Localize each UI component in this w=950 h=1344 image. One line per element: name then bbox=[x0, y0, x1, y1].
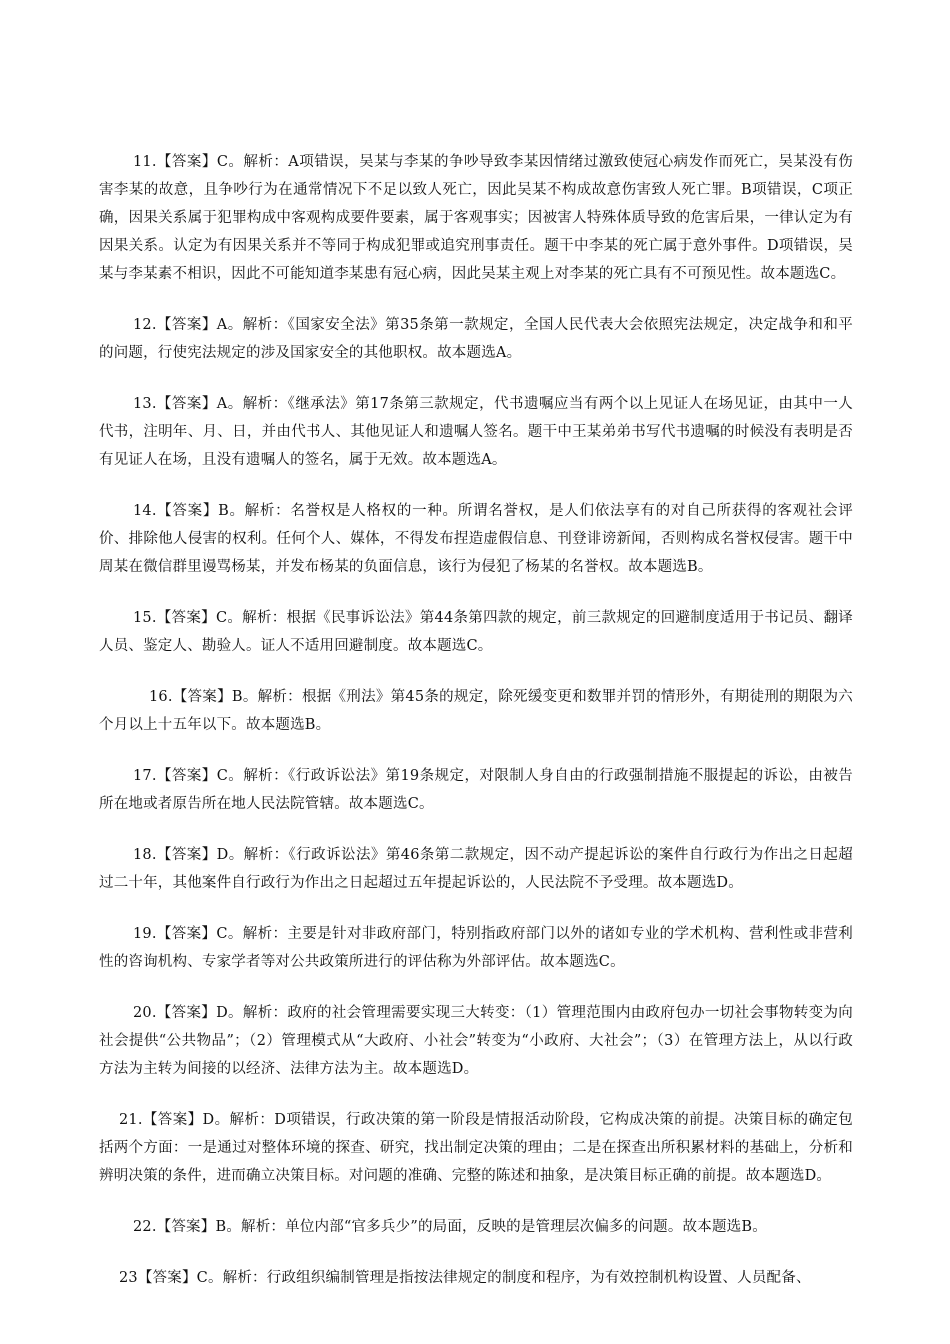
answer-item-20: 20.【答案】D。解析：政府的社会管理需要实现三大转变：（1）管理范围内由政府包办一切社会事物转变为向社会提供“公共物品”；（2）管理模式从“大政府、小社会”转变为“小政府、大社会”；（3）在管理方法上，从以行政方法为主转为间接的以经济、法律方法为主。故本题选D。 bbox=[99, 1005, 853, 1077]
answer-item-22: 22.【答案】B。解析：单位内部“官多兵少”的局面，反映的是管理层次偏多的问题。故本题选B。 bbox=[133, 1219, 767, 1235]
answer-item-14: 14.【答案】B。解析：名誉权是人格权的一种。所谓名誉权，是人们依法享有的对自己所获得的客观社会评价、排除他人侵害的权利。任何个人、媒体，不得发布捏造虚假信息、刊登诽谤新闻，否则构成名誉权侵害。题干中周某在微信群里谩骂杨某，并发布杨某的负面信息，该行为侵犯了杨某的名誉权。故本题选B。 bbox=[99, 503, 853, 575]
answer-item-18: 18.【答案】D。解析：《行政诉讼法》第46条第二款规定，因不动产提起诉讼的案件自行政行为作出之日起超过二十年，其他案件自行政行为作出之日起超过五年提起诉讼的，人民法院不予受理。故本题选D。 bbox=[99, 847, 853, 891]
answer-item-16: 16.【答案】B。解析：根据《刑法》第45条的规定，除死缓变更和数罪并罚的情形外，有期徒刑的期限为六个月以上十五年以下。故本题选B。 bbox=[99, 689, 853, 733]
answer-item-13: 13.【答案】A。解析：《继承法》第17条第三款规定，代书遗嘱应当有两个以上见证人在场见证，由其中一人代书，注明年、月、日，并由代书人、其他见证人和遗嘱人签名。题干中王某弟弟书写代书遗嘱的时候没有表明是否有见证人在场，且没有遗嘱人的签名，属于无效。故本题选A。 bbox=[99, 396, 853, 468]
answer-item-23: 23【答案】C。解析：行政组织编制管理是指按法律规定的制度和程序，为有效控制机构设置、人员配备、 bbox=[119, 1270, 811, 1286]
answer-item-21: 21.【答案】D。解析：D项错误，行政决策的第一阶段是情报活动阶段，它构成决策的前提。决策目标的确定包括两个方面：一是通过对整体环境的探查、研究，找出制定决策的理由；二是在探查出所积累材料的基础上，分析和辨明决策的条件，进而确立决策目标。对问题的准确、完整的陈述和抽象，是决策目标正确的前提。故本题选D。 bbox=[99, 1112, 853, 1184]
answer-item-19: 19.【答案】C。解析：主要是针对非政府部门，特别指政府部门以外的诸如专业的学术机构、营利性或非营利性的咨询机构、专家学者等对公共政策所进行的评估称为外部评估。故本题选C。 bbox=[99, 926, 853, 970]
answer-item-12: 12.【答案】A。解析：《国家安全法》第35条第一款规定，全国人民代表大会依照宪法规定，决定战争和和平的问题，行使宪法规定的涉及国家安全的其他职权。故本题选A。 bbox=[99, 317, 853, 361]
answer-item-15: 15.【答案】C。解析：根据《民事诉讼法》第44条第四款的规定，前三款规定的回避制度适用于书记员、翻译人员、鉴定人、勘验人。证人不适用回避制度。故本题选C。 bbox=[99, 610, 853, 654]
answer-item-17: 17.【答案】C。解析：《行政诉讼法》第19条规定，对限制人身自由的行政强制措施不服提起的诉讼，由被告所在地或者原告所在地人民法院管辖。故本题选C。 bbox=[99, 768, 853, 812]
answer-explanations bbox=[99, 148, 853, 1292]
answer-item-11: 11.【答案】C。解析：A项错误，吴某与李某的争吵导致李某因情绪过激致使冠心病发作而死亡，吴某没有伤害李某的故意，且争吵行为在通常情况下不足以致人死亡，因此吴某不构成故意伤害致人死亡罪。B项错误，C项正确，因果关系属于犯罪构成中客观构成要件要素，属于客观事实；因被害人特殊体质导致的危害后果，一律认定为有因果关系。认定为有因果关系并不等同于构成犯罪或追究刑事责任。题干中李某的死亡属于意外事件。D项错误，吴某与李某素不相识，因此不可能知道李某患有冠心病，因此吴某主观上对李某的死亡具有不可预见性。故本题选C。 bbox=[99, 154, 853, 282]
